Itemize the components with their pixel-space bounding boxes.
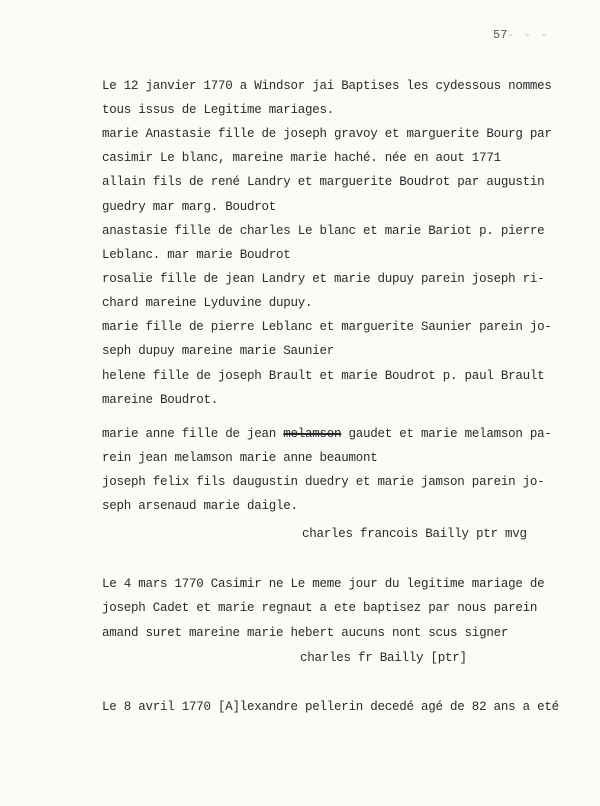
text-line: seph dupuy mareine marie Saunier: [102, 344, 335, 358]
text-line: seph arsenaud marie daigle.: [102, 499, 298, 513]
text-line: Le 12 janvier 1770 a Windsor jai Baptises les cydessous nommes: [102, 79, 552, 93]
text-line: anastasie fille de charles Le blanc et marie Bariot p. pierre: [102, 224, 545, 238]
text-line: amand suret mareine marie hebert aucuns nont scus signer: [102, 626, 509, 640]
text-line: Leblanc. mar marie Boudrot: [102, 248, 291, 262]
text-line: allain fils de rené Landry et marguerite Boudrot par augustin: [102, 175, 545, 189]
text-line: joseph felix fils daugustin duedry et marie jamson parein jo-: [102, 475, 545, 489]
text-line: chard mareine Lyduvine dupuy.: [102, 296, 313, 310]
page-number: [493, 28, 548, 42]
text-line: Le 8 avril 1770 [A]lexandre pellerin decedé agé de 82 ans a eté: [102, 700, 559, 714]
text-fragment: marie anne fille de jean: [102, 427, 284, 441]
text-line: casimir Le blanc, mareine marie haché. née en aout 1771: [102, 151, 501, 165]
text-line: guedry mar marg. Boudrot: [102, 200, 277, 214]
text-line: marie Anastasie fille de joseph gravoy et marguerite Bourg par: [102, 127, 552, 141]
text-line: rosalie fille de jean Landry et marie dupuy parein joseph ri-: [102, 272, 545, 286]
page-number-value: 57: [493, 28, 508, 42]
text-line-with-strike: [102, 427, 552, 441]
text-line: tous issus de Legitime mariages.: [102, 103, 335, 117]
signature: charles francois Bailly ptr mvg: [302, 527, 527, 541]
signature: charles fr Bailly [ptr]: [300, 651, 467, 665]
page-number-suffix: - - -: [507, 28, 549, 42]
text-line: marie fille de pierre Leblanc et marguerite Saunier parein jo-: [102, 320, 552, 334]
text-line: joseph Cadet et marie regnaut a ete baptisez par nous parein: [102, 601, 538, 615]
text-fragment: gaudet et marie melamson pa-: [341, 427, 552, 441]
text-line: rein jean melamson marie anne beaumont: [102, 451, 378, 465]
text-line: helene fille de joseph Brault et marie Boudrot p. paul Brault: [102, 369, 545, 383]
text-line: Le 4 mars 1770 Casimir ne Le meme jour du legitime mariage de: [102, 577, 545, 591]
text-line: mareine Boudrot.: [102, 393, 219, 407]
struck-word: melamson: [283, 427, 342, 441]
